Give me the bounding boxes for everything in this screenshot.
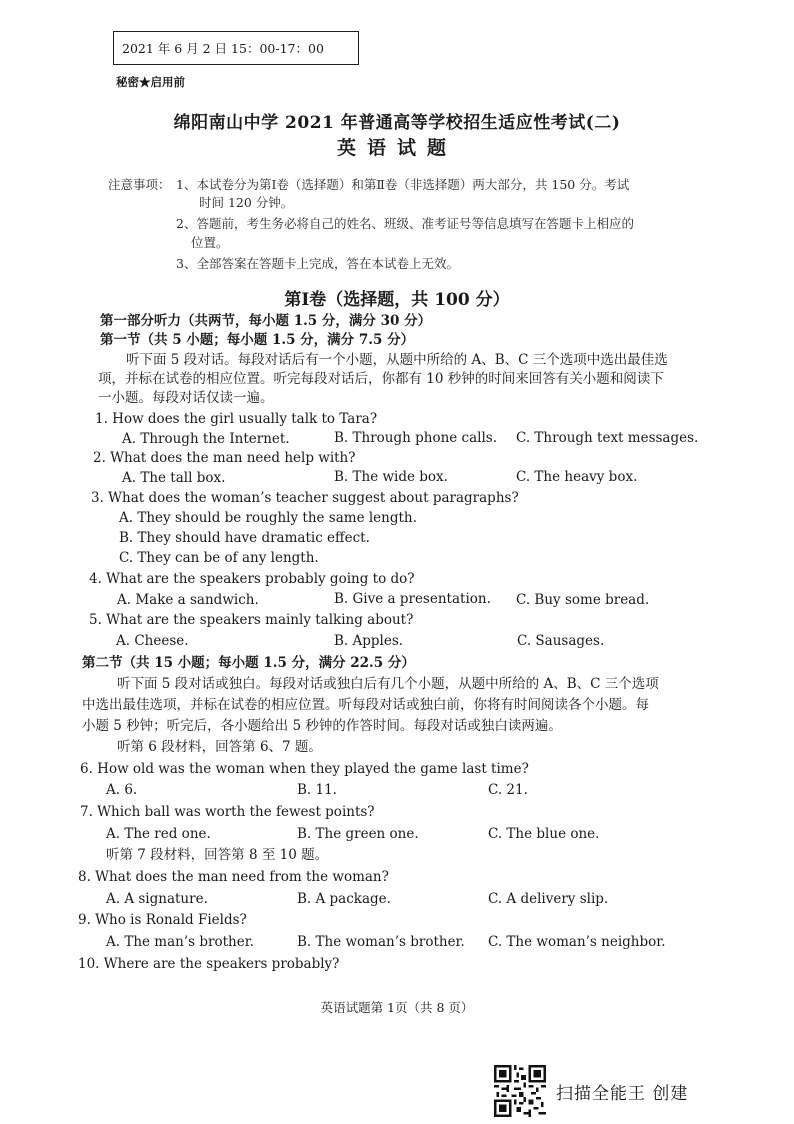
secret-label: 秘密★启用前 <box>116 75 185 89</box>
notes-item: 1、本试卷分为第Ⅰ卷（选择题）和第Ⅱ卷（非选择题）两大部分，共 150 分。考试 <box>176 177 630 192</box>
option-a: A. The red one. <box>106 826 211 842</box>
question-stem: 1. How does the girl usually talk to Tara? <box>95 411 378 427</box>
scanner-watermark <box>494 1064 688 1118</box>
option-c: C. Sausages. <box>517 633 605 649</box>
notes-item: 3、全部答案在答题卡上完成，答在本试卷上无效。 <box>176 256 459 271</box>
question-stem: 6. How old was the woman when they played the game last time? <box>80 761 529 777</box>
option-b: B. Apples. <box>334 633 404 649</box>
option-c: C. The heavy box. <box>516 469 638 485</box>
material-note: 听第 7 段材料，回答第 8 至 10 题。 <box>106 847 329 863</box>
option-a: A. The tall box. <box>122 470 226 486</box>
option-a: A. Cheese. <box>116 633 189 649</box>
option-b: B. Through phone calls. <box>334 430 498 446</box>
option-a: A. They should be roughly the same length. <box>119 510 417 526</box>
subsection2-heading: 第二节（共 15 小题；每小题 1.5 分，满分 22.5 分） <box>82 655 415 671</box>
instruction-line: 听下面 5 段对话或独白。每段对话或独白后有几个小题，从题中所给的 A、B、C 三个选项 <box>117 676 659 692</box>
subsection1-heading: 第一节（共 5 小题；每小题 1.5 分，满分 7.5 分） <box>100 332 415 348</box>
subject-title: 英语试题 <box>336 137 457 159</box>
instruction-line: 小题 5 秒钟；听完后，各小题给出 5 秒钟的作答时间。每段对话或独白读两遍。 <box>82 718 562 734</box>
option-c: C. The woman’s neighbor. <box>488 934 666 950</box>
option-b: B. The green one. <box>297 826 419 842</box>
option-c: C. Buy some bread. <box>516 592 650 608</box>
question-stem: 3. What does the woman’s teacher suggest about paragraphs? <box>91 490 519 506</box>
option-b: B. The woman’s brother. <box>297 934 465 950</box>
scanner-label: 扫描全能王 创建 <box>556 1083 689 1104</box>
instruction-line: 中选出最佳选项，并标在试卷的相应位置。听每段对话或独白前，你将有时间阅读各个小题。每 <box>82 697 649 713</box>
qr-code-icon <box>494 1065 546 1117</box>
option-b: B. They should have dramatic effect. <box>119 530 370 546</box>
section-heading: 第一部分听力（共两节，每小题 1.5 分，满分 30 分） <box>100 313 432 329</box>
option-c: C. Through text messages. <box>516 430 699 446</box>
question-stem: 4. What are the speakers probably going to do? <box>89 571 415 587</box>
option-a: A. 6. <box>106 782 138 798</box>
option-b: B. A package. <box>297 891 391 907</box>
part-title: 第Ⅰ卷（选择题，共 100 分） <box>284 290 510 310</box>
option-b: B. Give a presentation. <box>334 591 491 607</box>
option-b: B. 11. <box>297 782 337 798</box>
exam-title: 绵阳南山中学 2021 年普通高等学校招生适应性考试(二) <box>173 113 621 133</box>
question-stem: 5. What are the speakers mainly talking about? <box>89 612 414 628</box>
instruction-line: 一小题。每段对话仅读一遍。 <box>98 390 274 406</box>
question-stem: 2. What does the man need help with? <box>93 450 356 466</box>
option-c: C. The blue one. <box>488 826 600 842</box>
page-footer: 英语试题第 1页（共 8 页） <box>320 1000 474 1015</box>
instruction-line: 项，并标在试卷的相应位置。听完每段对话后，你都有 10 秒钟的时间来回答有关小题和阅读下 <box>98 371 664 387</box>
option-a: A. A signature. <box>106 891 208 907</box>
option-a: A. Through the Internet. <box>122 431 290 447</box>
instruction-line: 听下面 5 段对话。每段对话后有一个小题，从题中所给的 A、B、C 三个选项中选出最佳选 <box>126 352 668 368</box>
material-note: 听第 6 段材料，回答第 6、7 题。 <box>117 739 322 755</box>
question-stem: 8. What does the man need from the woman? <box>78 869 389 885</box>
option-c: C. They can be of any length. <box>119 550 319 566</box>
question-stem: 10. Where are the speakers probably? <box>78 956 340 972</box>
option-c: C. 21. <box>488 782 528 798</box>
notes-item: 位置。 <box>191 235 229 250</box>
notes-item: 2、答题前，考生务必将自己的姓名、班级、准考证号等信息填写在答题卡上相应的 <box>176 216 634 231</box>
option-a: A. Make a sandwich. <box>117 592 259 608</box>
option-a: A. The man’s brother. <box>106 934 254 950</box>
notes-item: 时间 120 分钟。 <box>199 195 294 210</box>
option-b: B. The wide box. <box>334 469 448 485</box>
question-stem: 9. Who is Ronald Fields? <box>78 912 247 928</box>
question-stem: 7. Which ball was worth the fewest points? <box>80 804 375 820</box>
option-c: C. A delivery slip. <box>488 891 609 907</box>
notes-label: 注意事项： <box>108 177 171 192</box>
exam-time-box: 2021 年 6 月 2 日 15：00-17：00 <box>113 31 359 65</box>
